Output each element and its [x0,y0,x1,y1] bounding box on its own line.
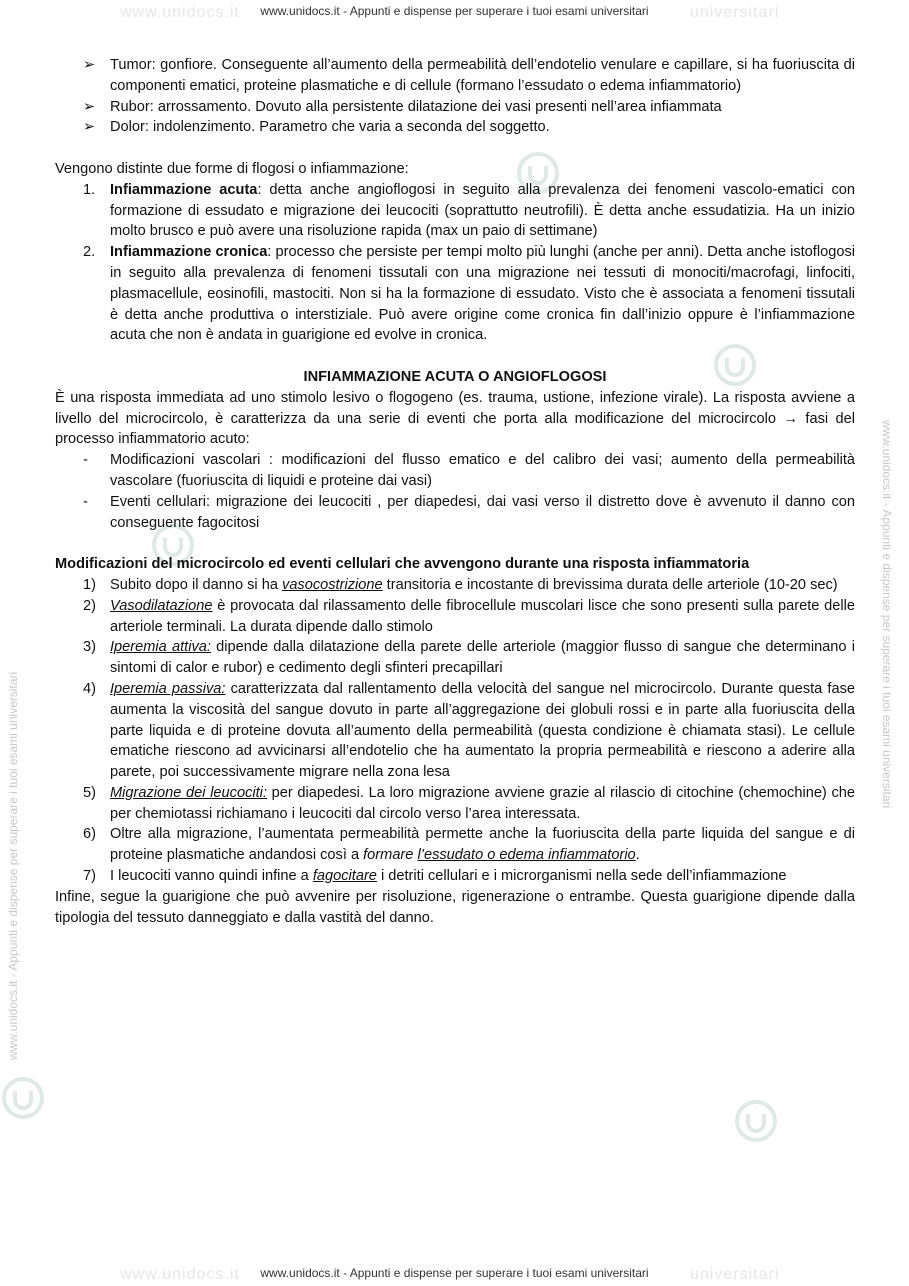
watermark-ghost-right-bottom: universitari [690,1266,780,1283]
key-term: fagocitare [312,868,377,885]
list-item [55,492,855,534]
list-number: 2) [83,597,96,614]
unidocs-logo-icon [733,1098,779,1144]
watermark-ghost-left: www.unidocs.it [120,4,240,21]
watermark-header: www.unidocs.it - Appunti e dispense per superare i tuoi esami universitari [260,4,649,18]
numbered-item: 2) Vasodilatazione è provocata dal rilassamento delle fibrocellule muscolari lisce che sono presenti sulla parete delle arteriole terminali. La durata dipende dallo stimolo [83,597,855,635]
watermark-ghost-left-bottom: www.unidocs.it [120,1266,240,1283]
right-arrow-icon: → [783,410,798,427]
list-item [55,450,855,492]
numbered-item: 6) Oltre alla migrazione, l’aumentata permeabilità permette anche la fuoriuscita della parte liquida del sangue e di proteine plasmatiche andandosi così a formare l’essudato o edema infiammatorio. [83,826,855,864]
watermark-side-right: www.unidocs.it - Appunti e dispense per superare i tuoi esami universitari [880,420,894,809]
key-term: l’essudato o edema infiammatorio [417,847,636,864]
list-number: 3) [83,639,96,656]
numbered-item: 3) Iperemia attiva: dipende dalla dilatazione della parete delle arteriole (maggior flusso di sangue che determinano i sintomi di calor e rubor) e cedimento degli sfinteri precapillari [83,639,855,677]
forme-intro: Vengono distinte due forme di flogosi o infiammazione: [55,160,409,177]
list-item-text: Rubor: arrossamento. Dovuto alla persistente dilatazione dei vasi presenti nell’area infiammata [110,98,722,115]
numbered-item: 5) Migrazione dei leucociti: per diapedesi. La loro migrazione avviene grazie al rilascio di citochine (chemochine) che per chemiotassi richiamano i leucociti dal circolo verso l’area interessata. [83,784,855,822]
term-infiammazione-cronica: Infiammazione cronica [110,244,268,261]
list-item [55,55,855,97]
dash-bullet: - [83,493,88,510]
list-item [55,97,855,118]
term-infiammazione-acuta: Infiammazione acuta [110,181,258,198]
list-number: 6) [83,826,96,843]
list-number: 5) [83,784,96,801]
list-item [55,117,855,138]
section-heading: INFIAMMAZIONE ACUTA O ANGIOFLOGOSI [303,368,607,385]
key-term: vasocostrizione [282,576,383,593]
list-number: 4) [83,680,96,697]
list-item-text: Modificazioni vascolari : modificazioni del flusso ematico e del calibro dei vasi; aumento della permeabilità vascolare (fuoriuscita di liquidi e proteine dai vasi) [110,452,855,489]
list-number: 7) [83,868,96,885]
acuta-intro: È una risposta immediata ad uno stimolo lesivo o flogogeno (es. trauma, ustione, infezione virale). La risposta avviene a livello del microcircolo, è caratterizza da una serie di eventi che porta alla modificazione del microcircolo → fasi del processo infiammatorio acuto: [55,389,855,448]
key-term: Migrazione dei leucociti: [110,784,267,801]
term-description: : detta anche angioflogosi in seguito alla prevalenza dei fenomeni vascolo-ematici con formazione di essudato e migrazione dei leucociti (soprattutto neutrofili). È detta anche essudatizia. Ha un inizio molto brusco e può avere una risoluzione rapida (max un paio di settimane) [110,181,856,240]
numbered-item: 1) Subito dopo il danno si ha vasocostrizione transitoria e incostante di brevissima durata delle arteriole (10-20 sec) [55,575,855,596]
list-item-text: Dolor: indolenzimento. Parametro che varia a seconda del soggetto. [110,119,550,136]
section-heading: Modificazioni del microcircolo ed eventi cellulari che avvengono durante una risposta infiammatoria [55,556,750,573]
document-body [55,55,855,928]
list-number: 1) [83,576,96,593]
arrow-bullet-icon: ➢ [83,57,96,73]
key-term: Vasodilatazione [110,597,213,614]
numbered-item: 7) I leucociti vanno quindi infine a fagocitare i detriti cellulari e i microrganismi nella sede dell’infiammazione [55,866,855,887]
dash-bullet: - [83,452,88,469]
watermark-ghost-right: universitari [690,4,780,21]
unidocs-logo-icon [0,1075,46,1121]
arrow-bullet-icon: ➢ [83,119,96,136]
list-number: 1. [83,181,96,198]
list-item-text: Tumor: gonfiore. Conseguente all’aumento della permeabilità dell’endotelio venulare e capillare, si ha fuoriuscita di componenti ematici, proteine plasmatiche e di cellule (formano l’essudato o edema infiammatorio) [110,57,855,94]
key-term: Iperemia attiva: [110,639,211,656]
watermark-side-left: www.unidocs.it - Appunti e dispense per superare i tuoi esami universitari [6,671,20,1060]
key-term: Iperemia passiva: [110,680,226,697]
numbered-item [55,180,855,242]
term-description: : processo che persiste per tempi molto più lunghi (anche per anni). Detta anche istoflogosi in seguito alla prevalenza di fenomeni tissutali con una migrazione nei tessuti di monociti/macrofagi, linfociti, plasmacellule, eosinofili, mastociti. Non si ha la formazione di essudato. Visto che è associata a fenomeni tissutali è detta anche produttiva o interstiziale. Può avere origine come cronica fin dall’inizio oppure è l’infiammazione acuta che non è andata in guarigione ed evolve in cronica. [110,244,855,344]
list-number: 2. [83,244,96,261]
watermark-footer: www.unidocs.it - Appunti e dispense per superare i tuoi esami universitari [260,1266,649,1280]
arrow-bullet-icon: ➢ [83,98,96,115]
numbered-item [55,242,855,346]
numbered-item: 4) Iperemia passiva: caratterizzata dal rallentamento della velocità del sangue nel microcircolo. Durante questa fase aumenta la viscosità del sangue dovuto in parte all’aggregazione dei globuli rossi e in parte alla fuoriuscita della parte liquida e di proteine dovuta all’aumento della permeabilità (questa condizione è chiamata stasi). Le cellule ematiche riescono ad avvicinarsi all’endotelio che ha aumentato la propria permeabilità e riescono a aderire alla parete, poi successivamente migrare nella zona lesa [83,680,856,781]
list-item-text: Eventi cellulari: migrazione dei leucociti , per diapedesi, dai vasi verso il distretto dove è avvenuto il danno con conseguente fagocitosi [110,493,855,531]
conclusion-paragraph: Infine, segue la guarigione che può avvenire per risoluzione, rigenerazione o entrambe. Questa guarigione dipende dalla tipologia del tessuto danneggiato e dalla vastità del danno. [55,888,855,926]
